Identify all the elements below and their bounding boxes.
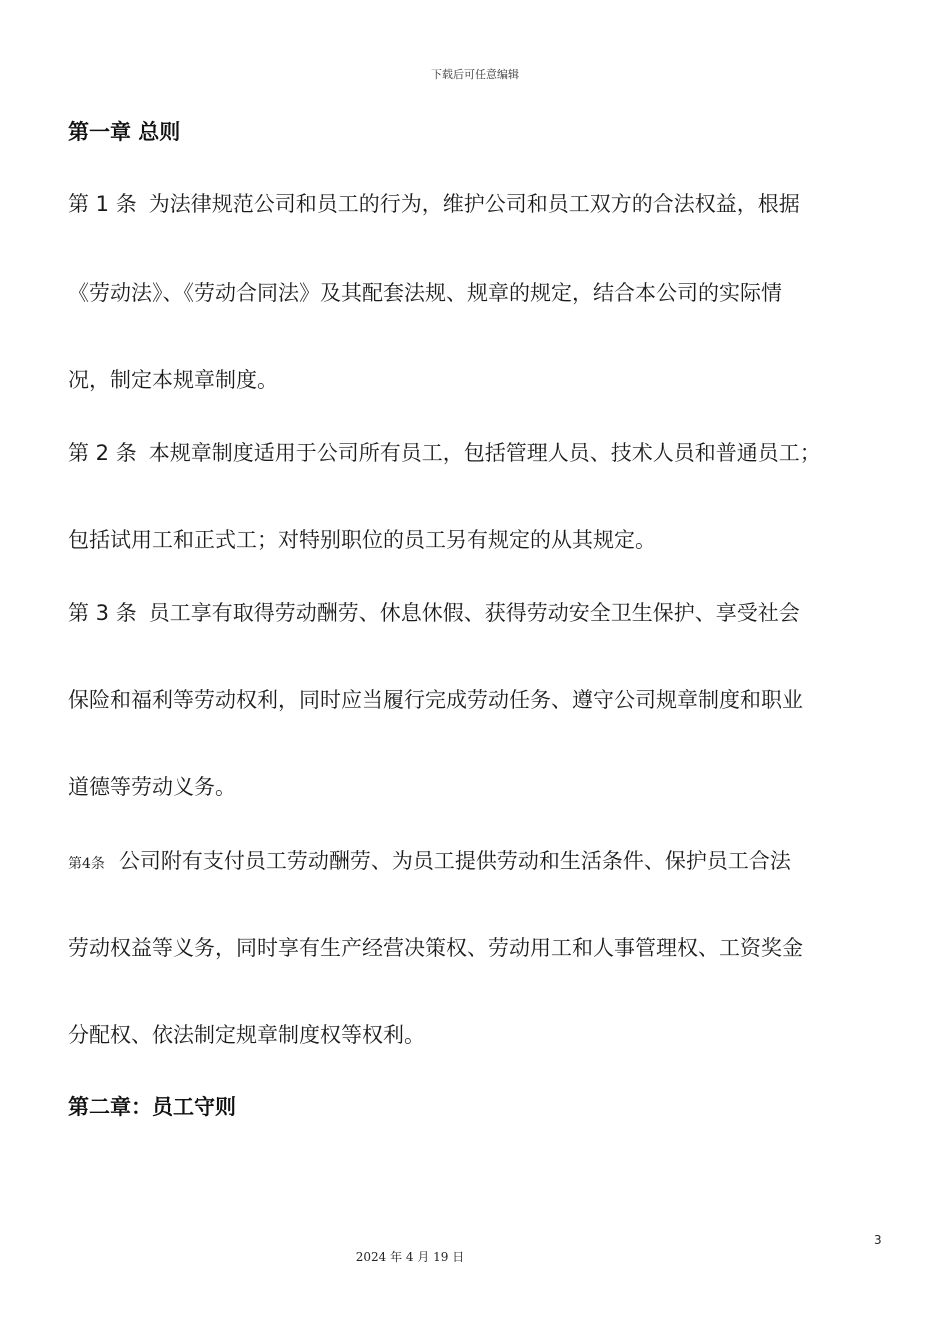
article-2-line-1 [68,437,821,467]
article-1-line-3: 况，制定本规章制度。 [68,368,278,392]
article-text: 为法律规范公司和员工的行为，维护公司和员工双方的合法权益，根据 [148,192,800,216]
article-3-line-2: 保险和福利等劳动权利，同时应当履行完成劳动任务、遵守公司规章制度和职业 [68,688,803,712]
article-number: 第4条 [68,856,105,872]
article-text: 公司附有支付员工劳动酬劳、为员工提供劳动和生活条件、保护员工合法 [118,849,791,873]
article-4-line-2: 劳动权益等义务，同时享有生产经营决策权、劳动用工和人事管理权、工资奖金 [68,936,803,960]
article-3-line-3: 道德等劳动义务。 [68,775,236,799]
article-number: 第 2 条 [68,441,137,465]
article-4-line-1 [68,845,791,875]
article-1-line-1 [68,188,800,218]
header-note: 下载后可任意编辑 [431,68,519,81]
article-number: 第 1 条 [68,192,137,216]
article-number: 第 3 条 [68,601,137,625]
footer-date: 2024 年 4 月 19 日 [355,1250,465,1264]
chapter-title: 第一章 总则 [68,120,181,144]
article-2-line-2: 包括试用工和正式工；对特别职位的员工另有规定的从其规定。 [68,528,656,552]
article-text: 本规章制度适用于公司所有员工，包括管理人员、技术人员和普通员工； [148,441,821,465]
page-number: 3 [874,1233,882,1247]
chapter-title: 第二章：员工守则 [68,1095,236,1119]
article-1-line-2: 《劳动法》、《劳动合同法》及其配套法规、规章的规定，结合本公司的实际情 [68,281,782,305]
article-3-line-1 [68,597,800,627]
article-4-line-3: 分配权、依法制定规章制度权等权利。 [68,1023,425,1047]
article-text: 员工享有取得劳动酬劳、休息休假、获得劳动安全卫生保护、享受社会 [148,601,800,625]
